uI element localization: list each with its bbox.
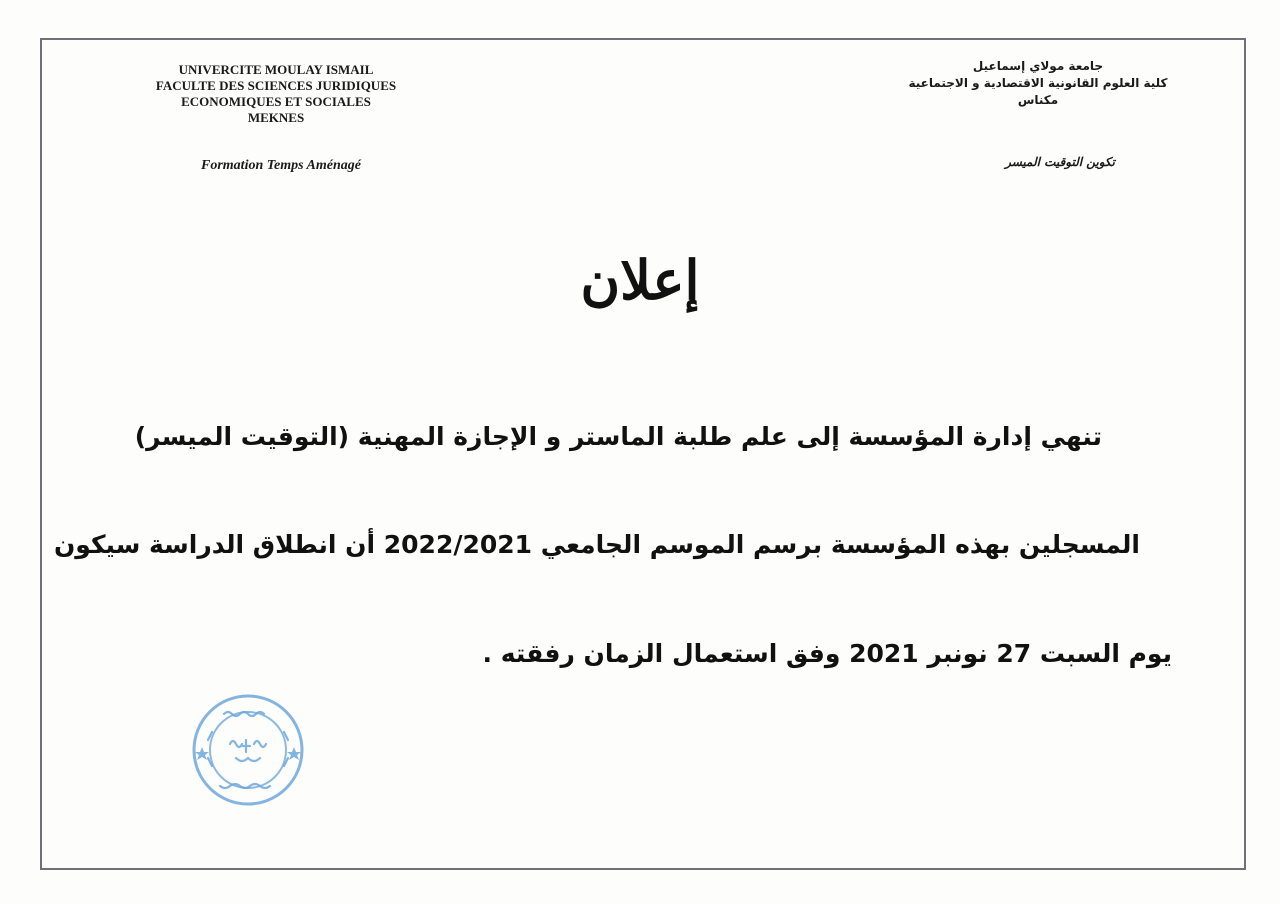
announcement-title: إعلان	[580, 248, 700, 312]
faculty-name-ar: كلية العلوم القانونية الاقتصادية و الاجتماعية	[908, 76, 1168, 90]
faculty-name-fr-line1: FACULTE DES SCIENCES JURIDIQUES	[155, 78, 397, 93]
faculty-name-fr-line2: ECONOMIQUES ET SOCIALES	[181, 94, 371, 109]
body-line-3: يوم السبت 27 نونبر 2021 وفق استعمال الزمان رفقته .	[482, 639, 1172, 668]
header-left-french	[130, 62, 422, 126]
body-line-2: المسجلين بهذه المؤسسة برسم الموسم الجامعي 2022/2021 أن انطلاق الدراسة سيكون	[53, 530, 1140, 559]
official-seal-icon	[190, 692, 306, 808]
university-name-fr: UNIVERCITE MOULAY ISMAIL	[178, 62, 374, 77]
university-name-ar: جامعة مولاي إسماعيل	[972, 59, 1104, 73]
program-name-fr: Formation Temps Aménagé	[201, 158, 361, 173]
program-name-ar: تكوين التوقيت الميسر	[1005, 155, 1115, 169]
header-right-arabic	[900, 58, 1176, 109]
body-line-1: تنهي إدارة المؤسسة إلى علم طلبة الماستر و الإجازة المهنية (التوقيت الميسر)	[134, 422, 1102, 451]
city-name-fr: MEKNES	[247, 110, 305, 125]
city-name-ar: مكناس	[1017, 93, 1059, 107]
seal-graphic	[190, 692, 306, 808]
